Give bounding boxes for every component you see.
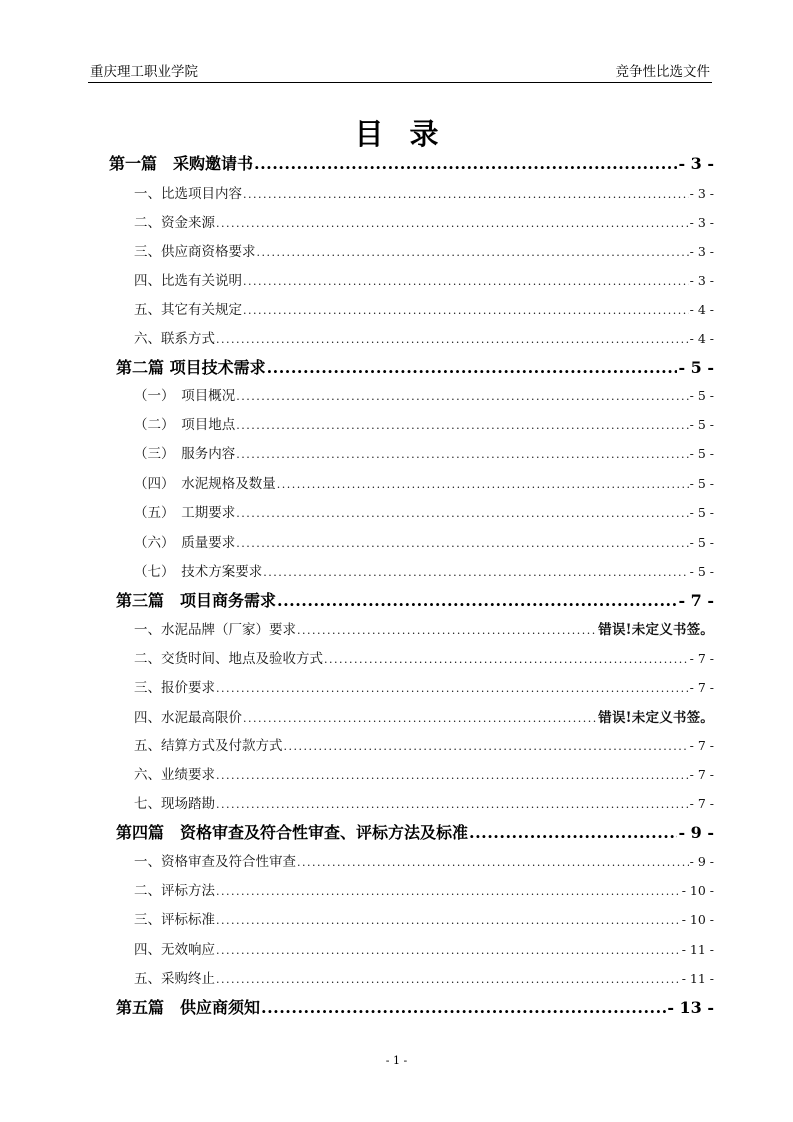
toc-dot-leader bbox=[243, 188, 689, 201]
toc-section-entry[interactable] bbox=[134, 415, 714, 435]
toc-dot-leader bbox=[284, 740, 689, 753]
toc-dot-leader bbox=[469, 823, 677, 842]
toc-section-entry[interactable] bbox=[134, 620, 714, 640]
toc-part-entry[interactable] bbox=[116, 590, 714, 612]
toc-entry-label: （四） 水泥规格及数量 bbox=[134, 476, 276, 492]
toc-dot-leader bbox=[261, 998, 666, 1017]
toc-section-entry[interactable] bbox=[134, 474, 714, 494]
toc-section-entry[interactable] bbox=[134, 329, 714, 349]
toc-entry-label: 三、供应商资格要求 bbox=[134, 244, 256, 260]
header-institution: 重庆理工职业学院 bbox=[90, 64, 198, 80]
toc-dot-leader bbox=[277, 591, 677, 610]
toc-section-entry[interactable] bbox=[134, 562, 714, 582]
toc-entry-page: - 10 - bbox=[681, 883, 714, 898]
toc-entry-label: 七、现场踏勘 bbox=[134, 796, 215, 812]
toc-entry-label: 三、报价要求 bbox=[134, 680, 215, 696]
toc-section-entry[interactable] bbox=[134, 736, 714, 756]
toc-entry-page: - 5 - bbox=[689, 505, 714, 520]
toc-entry-page: - 3 - bbox=[689, 244, 714, 259]
toc-dot-leader bbox=[216, 769, 689, 782]
toc-entry-label: （一） 项目概况 bbox=[134, 388, 236, 404]
toc-dot-leader bbox=[243, 275, 689, 288]
toc-section-entry[interactable] bbox=[134, 271, 714, 291]
toc-entry-page: - 5 - bbox=[689, 417, 714, 432]
toc-section-entry[interactable] bbox=[134, 503, 714, 523]
toc-entry-page: - 3 - bbox=[689, 273, 714, 288]
toc-dot-leader bbox=[216, 217, 689, 230]
toc-entry-page: - 7 - bbox=[689, 767, 714, 782]
toc-entry-page: - 5 - bbox=[689, 535, 714, 550]
toc-entry-label: 一、比选项目内容 bbox=[134, 186, 242, 202]
toc-dot-leader bbox=[263, 566, 688, 579]
toc-section-entry[interactable] bbox=[134, 533, 714, 553]
toc-entry-page: - 7 - bbox=[689, 680, 714, 695]
toc-entry-page: 错误!未定义书签。 bbox=[598, 710, 714, 726]
toc-dot-leader bbox=[324, 653, 689, 666]
toc-entry-page: - 3 - bbox=[689, 215, 714, 230]
toc-section-entry[interactable] bbox=[134, 386, 714, 406]
toc-entry-label: 一、水泥品牌（厂家）要求 bbox=[134, 622, 296, 638]
toc-entry-page: - 4 - bbox=[689, 331, 714, 346]
toc-entry-page: - 5 - bbox=[689, 564, 714, 579]
toc-entry-page: 错误!未定义书签。 bbox=[598, 622, 714, 638]
toc-entry-label: （五） 工期要求 bbox=[134, 505, 236, 521]
toc-entry-page: - 5 - bbox=[678, 358, 714, 377]
toc-entry-label: （三） 服务内容 bbox=[134, 446, 236, 462]
toc-entry-label: 二、资金来源 bbox=[134, 215, 215, 231]
toc-section-entry[interactable] bbox=[134, 184, 714, 204]
toc-dot-leader bbox=[254, 154, 677, 173]
toc-entry-page: - 4 - bbox=[689, 302, 714, 317]
toc-section-entry[interactable] bbox=[134, 910, 714, 930]
toc-dot-leader bbox=[236, 537, 688, 550]
toc-section-entry[interactable] bbox=[134, 444, 714, 464]
header-document-type: 竞争性比选文件 bbox=[615, 64, 710, 80]
toc-dot-leader bbox=[257, 246, 689, 259]
toc-section-entry[interactable] bbox=[134, 794, 714, 814]
toc-entry-page: - 7 - bbox=[689, 651, 714, 666]
toc-entry-label: 六、业绩要求 bbox=[134, 767, 215, 783]
toc-entry-page: - 9 - bbox=[689, 854, 714, 869]
toc-entry-page: - 5 - bbox=[689, 446, 714, 461]
toc-entry-page: - 7 - bbox=[689, 796, 714, 811]
page-number: - 1 - bbox=[385, 1054, 408, 1067]
toc-entry-label: 三、评标标准 bbox=[134, 912, 215, 928]
toc-entry-page: - 13 - bbox=[667, 998, 714, 1017]
toc-section-entry[interactable] bbox=[134, 969, 714, 989]
toc-entry-label: 五、结算方式及付款方式 bbox=[134, 738, 283, 754]
toc-dot-leader bbox=[297, 856, 689, 869]
toc-section-entry[interactable] bbox=[134, 881, 714, 901]
toc-entry-label: 六、联系方式 bbox=[134, 331, 215, 347]
toc-dot-leader bbox=[236, 507, 688, 520]
toc-part-entry[interactable] bbox=[109, 153, 714, 175]
toc-section-entry[interactable] bbox=[134, 765, 714, 785]
toc-entry-label: 第四篇 资格审查及符合性审查、评标方法及标准 bbox=[116, 823, 469, 842]
toc-entry-label: 第一篇 采购邀请书 bbox=[109, 154, 254, 173]
toc-section-entry[interactable] bbox=[134, 678, 714, 698]
toc-section-entry[interactable] bbox=[134, 852, 714, 872]
toc-dot-leader bbox=[243, 712, 597, 725]
toc-entry-label: 四、比选有关说明 bbox=[134, 273, 242, 289]
toc-entry-label: 五、采购终止 bbox=[134, 971, 215, 987]
toc-entry-page: - 7 - bbox=[689, 738, 714, 753]
toc-section-entry[interactable] bbox=[134, 708, 714, 728]
toc-dot-leader bbox=[297, 624, 597, 637]
toc-entry-page: - 5 - bbox=[689, 476, 714, 491]
toc-title: 目录 bbox=[354, 117, 465, 151]
toc-part-entry[interactable] bbox=[116, 997, 714, 1019]
toc-dot-leader bbox=[267, 358, 678, 377]
toc-part-entry[interactable] bbox=[116, 822, 714, 844]
toc-dot-leader bbox=[216, 682, 689, 695]
toc-section-entry[interactable] bbox=[134, 213, 714, 233]
toc-dot-leader bbox=[216, 885, 681, 898]
toc-entry-page: - 9 - bbox=[678, 823, 714, 842]
toc-dot-leader bbox=[216, 973, 681, 986]
toc-entry-label: 二、交货时间、地点及验收方式 bbox=[134, 651, 323, 667]
toc-entry-page: - 3 - bbox=[689, 186, 714, 201]
toc-dot-leader bbox=[277, 478, 689, 491]
toc-entry-page: - 3 - bbox=[678, 154, 714, 173]
toc-dot-leader bbox=[216, 798, 689, 811]
toc-entry-label: 四、水泥最高限价 bbox=[134, 710, 242, 726]
toc-section-entry[interactable] bbox=[134, 242, 714, 262]
toc-dot-leader bbox=[216, 914, 681, 927]
toc-entry-label: 第五篇 供应商须知 bbox=[116, 998, 261, 1017]
toc-entry-label: 第二篇 项目技术需求 bbox=[116, 358, 266, 377]
toc-dot-leader bbox=[216, 944, 681, 957]
toc-dot-leader bbox=[236, 390, 688, 403]
toc-dot-leader bbox=[236, 419, 688, 432]
toc-dot-leader bbox=[236, 448, 688, 461]
toc-section-entry[interactable] bbox=[134, 649, 714, 669]
toc-section-entry[interactable] bbox=[134, 300, 714, 320]
toc-entry-label: 五、其它有关规定 bbox=[134, 302, 242, 318]
toc-entry-label: 二、评标方法 bbox=[134, 883, 215, 899]
toc-entry-page: - 5 - bbox=[689, 388, 714, 403]
toc-entry-page: - 11 - bbox=[681, 942, 714, 957]
toc-dot-leader bbox=[216, 333, 689, 346]
toc-entry-label: 第三篇 项目商务需求 bbox=[116, 591, 277, 610]
toc-entry-label: （二） 项目地点 bbox=[134, 417, 236, 433]
toc-entry-label: 一、资格审查及符合性审查 bbox=[134, 854, 296, 870]
toc-section-entry[interactable] bbox=[134, 940, 714, 960]
toc-entry-label: 四、无效响应 bbox=[134, 942, 215, 958]
toc-entry-page: - 10 - bbox=[681, 912, 714, 927]
toc-entry-label: （七） 技术方案要求 bbox=[134, 564, 263, 580]
toc-part-entry[interactable] bbox=[116, 357, 714, 379]
toc-entry-page: - 11 - bbox=[681, 971, 714, 986]
toc-dot-leader bbox=[243, 304, 689, 317]
toc-entry-page: - 7 - bbox=[678, 591, 714, 610]
toc-entry-label: （六） 质量要求 bbox=[134, 535, 236, 551]
